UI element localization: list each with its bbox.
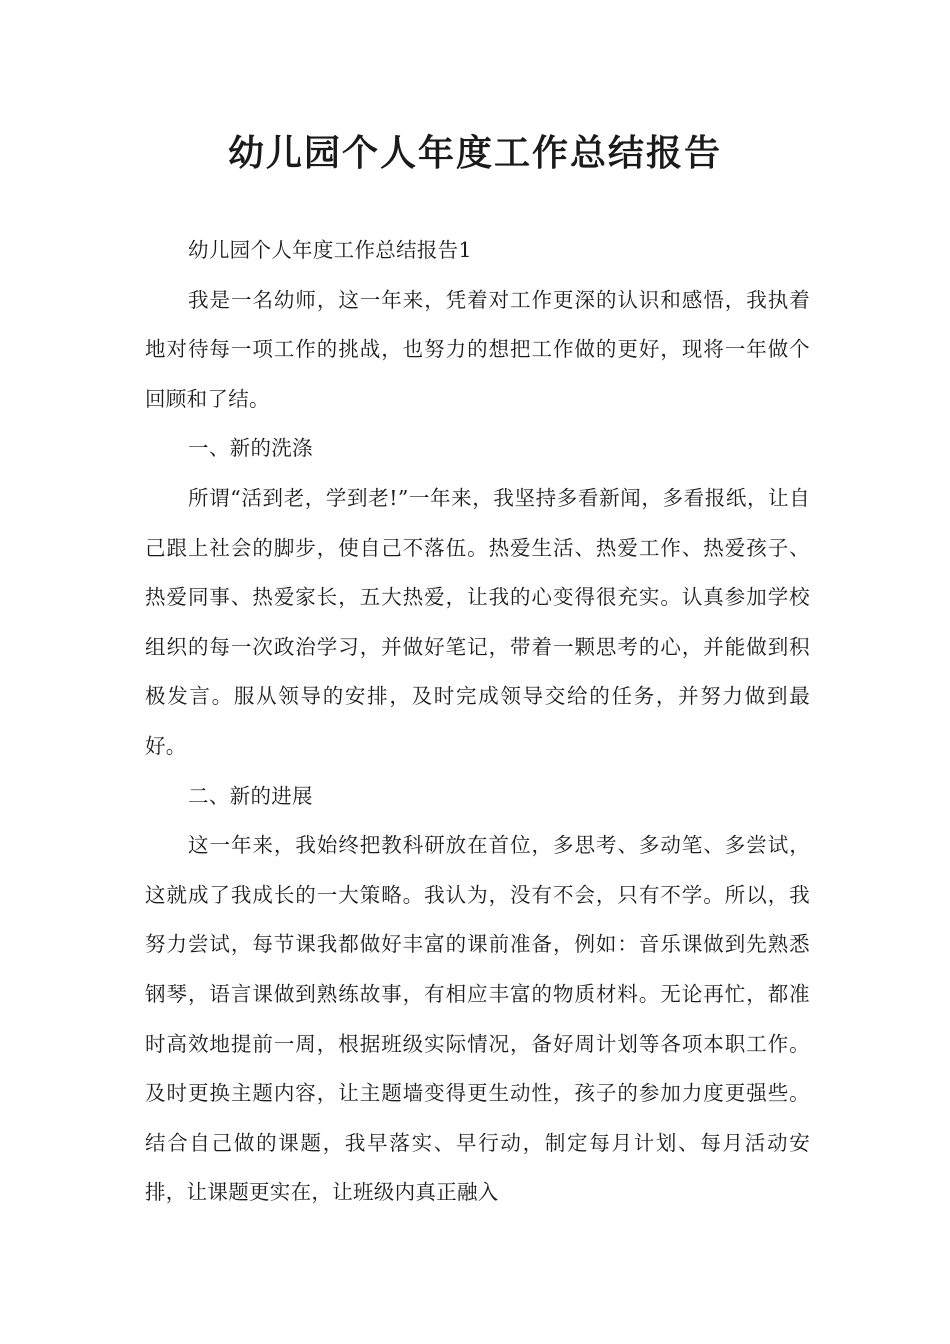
section-2-paragraph: 这一年来，我始终把教科研放在首位，多思考、多动笔、多尝试，这就成了我成长的一大策略。我认为，没有不会，只有不学。所以，我努力尝试，每节课我都做好丰富的课前准备，例如：音乐课做到先熟悉钢琴，语言课做到熟练故事，有相应丰富的物质材料。无论再忙，都准时高效地提前一周，根据班级实际情况，备好周计划等各项本职工作。及时更换主题内容，让主题墙变得更生动性，孩子的参加力度更强些。结合自己做的课题，我早落实、早行动，制定每月计划、每月活动安排，让课题更实在，让班级内真正融入: [145, 833, 810, 1205]
section-heading-2: 二、新的进展: [188, 783, 313, 808]
section-1-paragraph: 所谓“活到老，学到老!”一年来，我坚持多看新闻，多看报纸，让自己跟上社会的脚步，使自己不落伍。热爱生活、热爱工作、热爱孩子、热爱同事、热爱家长，五大热爱，让我的心变得很充实。认真参加学校组织的每一次政治学习，并做好笔记，带着一颗思考的心，并能做到积极发言。服从领导的安排，及时完成领导交给的任务，并努力做到最好。: [145, 485, 810, 758]
section-heading-1: 一、新的洗涤: [188, 436, 313, 461]
document-body: [145, 226, 810, 1218]
subtitle-paragraph: 幼儿园个人年度工作总结报告1: [188, 238, 472, 262]
intro-paragraph: 我是一名幼师，这一年来，凭着对工作更深的认识和感悟，我执着地对待每一项工作的挑战，也努力的想把工作做的更好，现将一年做个回顾和了结。: [145, 287, 810, 411]
document-title: 幼儿园个人年度工作总结报告: [227, 133, 722, 174]
